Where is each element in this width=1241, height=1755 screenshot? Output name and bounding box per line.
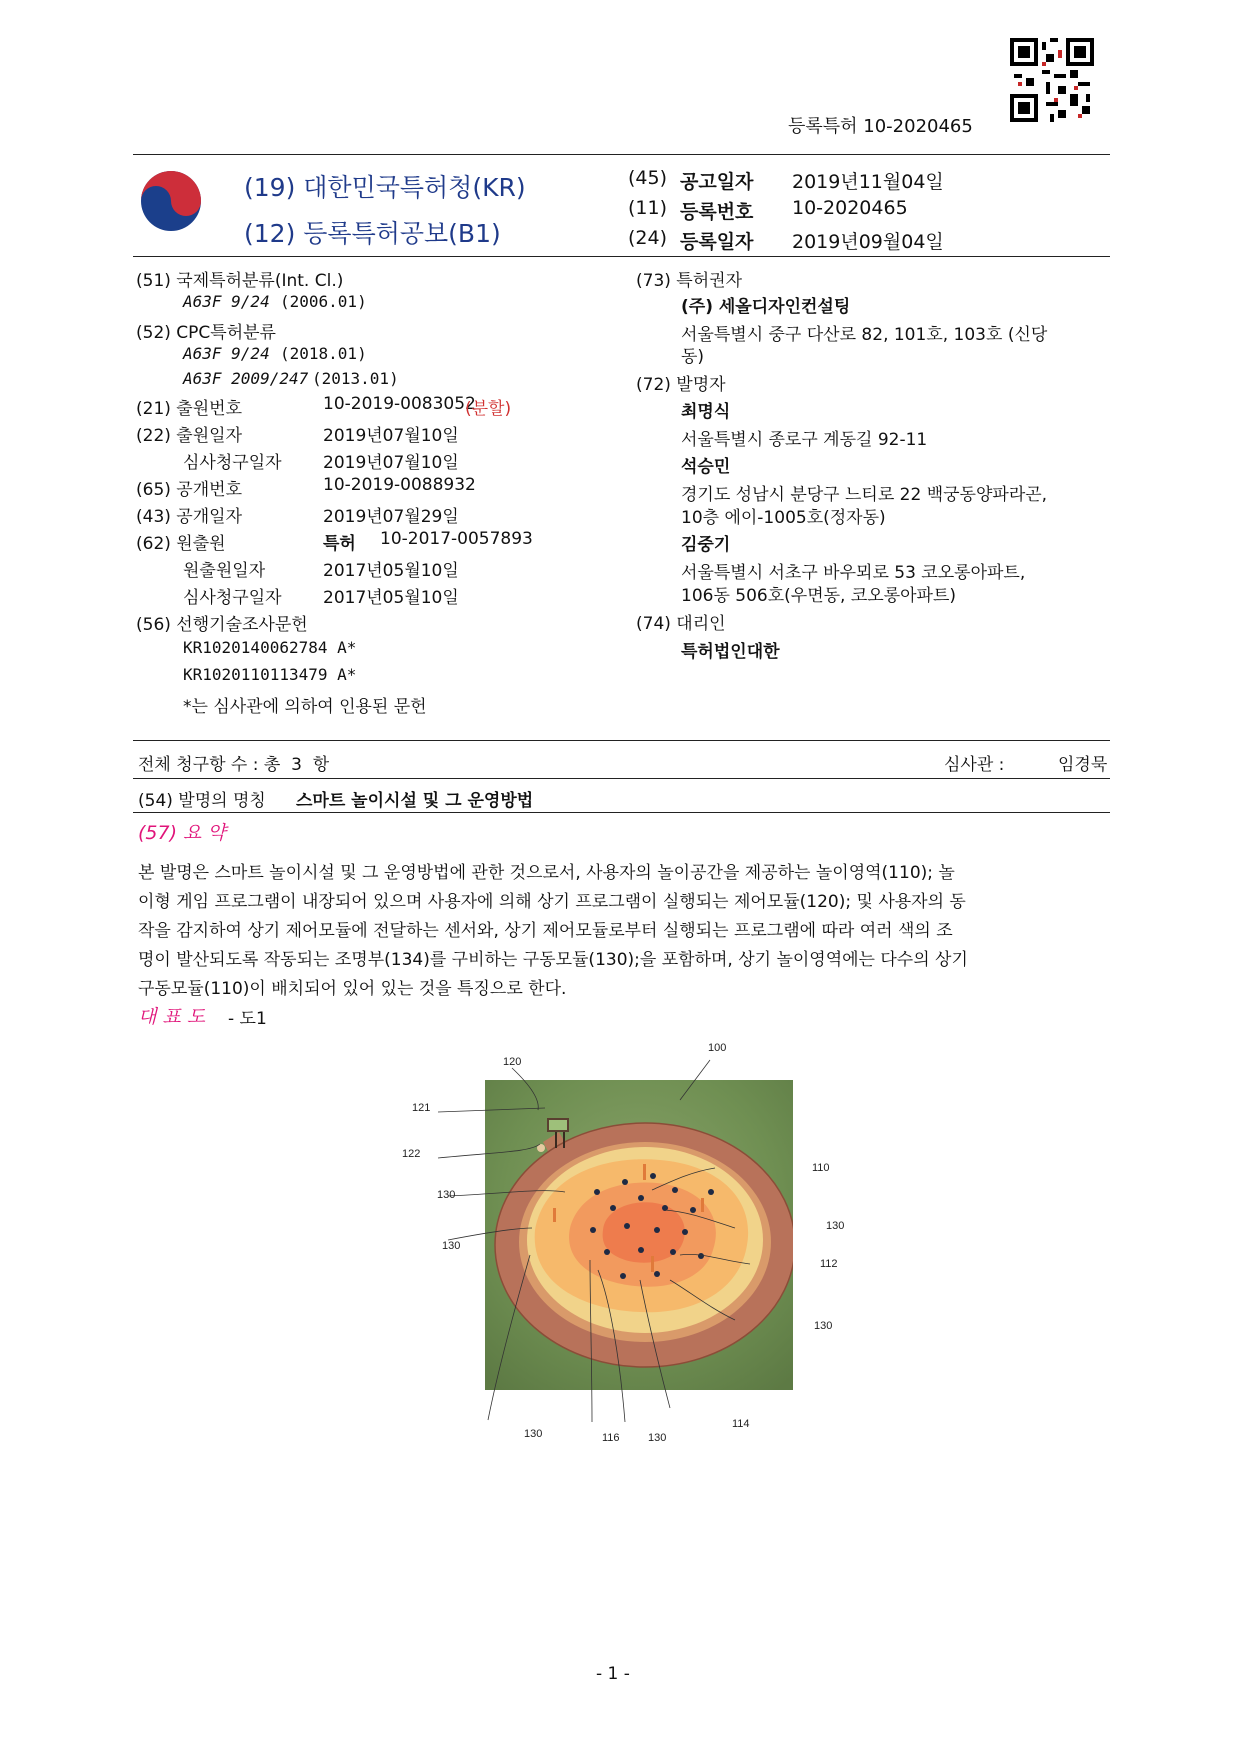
orig-label: (62) 원출원 [136, 534, 226, 554]
ipc-code: A63F 9/24 [183, 292, 270, 311]
abstract-line: 구동모듈(110)이 배치되어 있어 있는 것을 특징으로 한다. [138, 979, 567, 999]
figure-label: 130 [442, 1240, 461, 1252]
header-top-rule [133, 154, 1110, 155]
reg-no-code: (11) [628, 197, 668, 219]
reg-no-label: 등록번호 [680, 201, 754, 223]
agent-label: (74) 대리인 [636, 614, 726, 634]
inventor-2-name: 석승민 [681, 457, 731, 477]
inventor-label: (72) 발명자 [636, 375, 726, 395]
figure-label: 100 [708, 1042, 727, 1054]
inventor-3-address-2: 106동 506호(우면동, 코오롱아파트) [681, 586, 957, 606]
abstract-line: 명이 발산되도록 작동되는 조명부(134)를 구비하는 구동모듈(130);을 포함하며, 상기 놀이영역에는 다수의 상기 [138, 950, 968, 970]
pub-date-left: 2019년07월29일 [323, 507, 459, 527]
inventor-2-address-2: 10층 에이-1005호(정자동) [681, 508, 886, 528]
pub-date-code: (45) [628, 167, 668, 189]
app-date-label: (22) 출원일자 [136, 426, 242, 446]
figure-label: 116 [602, 1432, 620, 1444]
figure-label: 130 [524, 1428, 543, 1440]
figure-label: 114 [732, 1418, 750, 1430]
exam-req-label: 심사청구일자 [183, 453, 282, 473]
qr-code [1010, 38, 1094, 122]
reg-date-code: (24) [628, 227, 668, 249]
title-rule [133, 812, 1110, 813]
reg-date-label: 등록일자 [680, 231, 754, 253]
figure-label: 110 [812, 1162, 830, 1174]
rep-figure-ref: - 도1 [228, 1009, 267, 1029]
ipc-date: (2006.01) [280, 292, 367, 311]
figure-label: 130 [648, 1432, 667, 1444]
prior-art-label: (56) 선행기술조사문헌 [136, 615, 308, 635]
pub-date-label: 공고일자 [680, 171, 754, 193]
pub-date-value: 2019년11월04일 [792, 171, 944, 193]
inventor-1-address: 서울특별시 종로구 계동길 92-11 [681, 430, 928, 450]
reg-date-value: 2019년09월04일 [792, 231, 944, 253]
claims-total: 전체 청구항 수 : 총 3 항 [138, 755, 330, 775]
owner-address-2: 동) [681, 347, 705, 367]
cpc1-date: (2018.01) [280, 344, 367, 363]
owner-address-1: 서울특별시 중구 다산로 82, 101호, 103호 (신당 [681, 325, 1048, 345]
examiner-name: 임경묵 [1058, 755, 1108, 775]
figure-label: 112 [820, 1258, 838, 1270]
pub-no: 10-2019-0088932 [323, 475, 476, 495]
prior-art-1: KR1020140062784 A* [183, 638, 357, 657]
pub-no-label: (65) 공개번호 [136, 480, 242, 500]
agent-name: 특허법인대한 [681, 642, 780, 662]
invention-title: 스마트 놀이시설 및 그 운영방법 [296, 791, 534, 811]
figure-label: 130 [814, 1320, 833, 1332]
prior-art-2: KR1020110113479 A* [183, 665, 357, 684]
examiner-label: 심사관 : [944, 755, 1005, 775]
cpc1-code: A63F 9/24 [183, 344, 270, 363]
inventor-2-address-1: 경기도 성남시 분당구 느티로 22 백궁동양파라곤, [681, 485, 1048, 505]
app-no-label: (21) 출원번호 [136, 399, 242, 419]
abstract-heading: (57) 요 약 [138, 822, 226, 844]
reg-no-value: 10-2020465 [792, 197, 908, 219]
orig-kind: 특허 [323, 534, 356, 554]
orig-no: 10-2017-0057893 [380, 529, 533, 549]
cpc2-date: (2013.01) [312, 369, 399, 388]
inventor-3-address-1: 서울특별시 서초구 바우뫼로 53 코오롱아파트, [681, 563, 1026, 583]
orig-exam: 2017년05월10일 [323, 588, 459, 608]
kipo-emblem-icon [138, 168, 204, 234]
abstract-line: 본 발명은 스마트 놀이시설 및 그 운영방법에 관한 것으로서, 사용자의 놀이공간을 제공하는 놀이영역(110); 놀 [138, 863, 955, 883]
orig-date-label: 원출원일자 [183, 561, 266, 581]
publication-type: (12) 등록특허공보(B1) [244, 219, 501, 248]
app-no-divisional: (분할) [465, 399, 512, 419]
cpc-title: (52) CPC특허분류 [136, 323, 276, 343]
page-number: - 1 - [596, 1664, 630, 1684]
orig-date: 2017년05월10일 [323, 561, 459, 581]
invention-title-label: (54) 발명의 명칭 [138, 791, 266, 811]
biblio-bottom-rule [133, 740, 1110, 741]
figure-label: 121 [412, 1102, 431, 1114]
app-date: 2019년07월10일 [323, 426, 459, 446]
inventor-1-name: 최명식 [681, 402, 731, 422]
abstract-line: 작을 감지하여 상기 제어모듈에 전달하는 센서와, 상기 제어모듈로부터 실행되는 프로그램에 따라 여러 색의 조 [138, 921, 953, 941]
header-bottom-rule [133, 256, 1110, 257]
owner-name: (주) 세올디자인컨설팅 [681, 297, 851, 317]
prior-art-note: *는 심사관에 의하여 인용된 문헌 [183, 697, 427, 717]
cpc2-code: A63F 2009/247 [183, 369, 309, 388]
app-no: 10-2019-0083052 [323, 394, 476, 414]
ipc-title: (51) 국제특허분류(Int. Cl.) [136, 271, 344, 291]
claims-rule [133, 778, 1110, 779]
orig-exam-label: 심사청구일자 [183, 588, 282, 608]
figure-label: 120 [503, 1056, 522, 1068]
figure-label: 130 [826, 1220, 845, 1232]
exam-req: 2019년07월10일 [323, 453, 459, 473]
rep-figure-label: 대 표 도 [138, 1006, 206, 1028]
figure-label: 122 [402, 1148, 421, 1160]
office-title: (19) 대한민국특허청(KR) [244, 173, 526, 202]
figure-label: 130 [437, 1189, 456, 1201]
owner-label: (73) 특허권자 [636, 271, 742, 291]
inventor-3-name: 김중기 [681, 535, 731, 555]
pub-date-label-left: (43) 공개일자 [136, 507, 242, 527]
abstract-line: 이형 게임 프로그램이 내장되어 있으며 사용자에 의해 상기 프로그램이 실행되는 제어모듈(120); 및 사용자의 동 [138, 892, 966, 912]
document-reference: 등록특허 10-2020465 [788, 116, 973, 137]
